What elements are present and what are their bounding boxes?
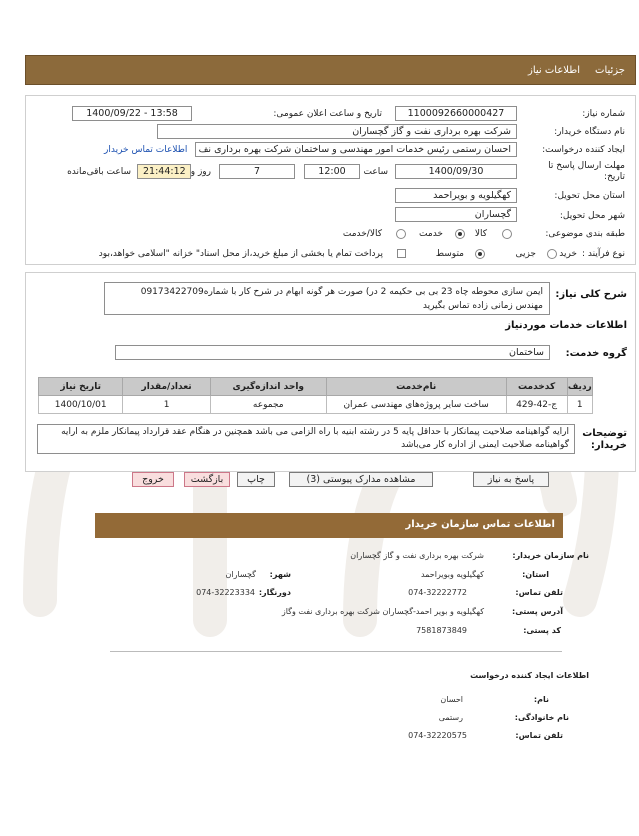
treasury-payment-checkbox[interactable] <box>397 249 406 258</box>
category-both-label: کالا/خدمت <box>342 229 382 239</box>
page-header <box>25 55 636 85</box>
cell-name: ساخت سایر پروژه‌های مهندسی عمران <box>326 396 506 414</box>
process-label: نوع فرآیند : <box>582 249 625 259</box>
remaining-time-field: 21:44:12 <box>137 164 191 179</box>
table-row <box>39 396 593 414</box>
need-info-tab[interactable]: اطلاعات نیاز <box>528 65 580 76</box>
attachments-button[interactable]: مشاهده مدارک پیوستی (3) <box>289 472 433 487</box>
process-purchase-label: خرید <box>559 249 577 259</box>
remaining-label: ساعت باقی‌مانده <box>67 167 131 177</box>
buyer-org-label: نام دستگاه خریدار: <box>554 127 625 137</box>
creator-field: احسان رستمی رئیس خدمات امور مهندسی و ساختمان شرکت بهره برداری نف <box>195 142 517 157</box>
deadline-label: مهلت ارسال پاسخ تا تاریخ: <box>548 161 625 182</box>
creator-family-label: نام خانوادگی: <box>514 713 569 722</box>
days-label: روز و <box>190 167 211 177</box>
contact-org-label: نام سازمان خریدار: <box>512 551 589 560</box>
description-label: شرح کلی نیاز: <box>555 289 627 300</box>
details-tab[interactable]: جزئیات <box>595 65 625 76</box>
creator-phone-value: 074-32220575 <box>408 731 467 740</box>
contact-org-value: شرکت بهره برداری نفت و گاز گچساران <box>350 551 484 560</box>
category-service-label: خدمت <box>419 229 443 239</box>
services-table-header <box>39 378 593 396</box>
contact-title: اطلاعات تماس سازمان خریدار <box>405 519 555 530</box>
category-service-radio[interactable] <box>455 229 465 239</box>
contact-province-label: استان: <box>522 570 549 579</box>
need-number-field: 1100092660000427 <box>395 106 517 121</box>
contact-fax-label: دورنگار: <box>258 588 291 597</box>
contact-fax-value: 074-32223334 <box>196 588 255 597</box>
contact-phone-label: تلفن تماس: <box>515 588 563 597</box>
process-minor-label: جزیی <box>515 249 536 259</box>
creator-name-label: نام: <box>533 695 549 704</box>
cell-qty: 1 <box>123 396 210 414</box>
deadline-date-field: 1400/09/30 <box>395 164 517 179</box>
city-label: شهر محل تحویل: <box>559 211 625 221</box>
buyer-org-field: شرکت بهره برداری نفت و گاز گچساران <box>157 124 517 139</box>
col-qty: تعداد/مقدار <box>123 378 210 396</box>
col-code: کدخدمت <box>506 378 567 396</box>
contact-province-value: کهگیلویه وبویراحمد <box>420 570 484 579</box>
process-minor-radio[interactable] <box>547 249 557 259</box>
contact-phone-value: 074-32222772 <box>408 588 467 597</box>
contact-address-label: آدرس پستی: <box>512 607 563 616</box>
payment-note: پرداخت تمام یا بخشی از مبلغ خرید،از محل اسناد" خزانه "اسلامی خواهد،بود <box>98 249 383 259</box>
deadline-time-label: ساعت <box>363 167 388 177</box>
col-row: ردیف <box>567 378 592 396</box>
province-field: کهگیلویه و بویراحمد <box>395 188 517 203</box>
category-both-radio[interactable] <box>396 229 406 239</box>
category-goods-label: کالا <box>474 229 487 239</box>
contact-city-value: گچساران <box>225 570 256 579</box>
days-field: 7 <box>219 164 295 179</box>
deadline-time-field: 12:00 <box>304 164 360 179</box>
city-field: گچساران <box>395 207 517 222</box>
contact-header <box>95 513 563 538</box>
category-label: طبقه بندی موضوعی: <box>545 229 625 239</box>
province-label: استان محل تحویل: <box>554 191 625 201</box>
services-title: اطلاعات خدمات موردنیاز <box>505 320 627 331</box>
col-name: نام‌خدمت <box>326 378 506 396</box>
creator-phone-label: تلفن تماس: <box>515 731 563 740</box>
col-date: تاریخ نیاز <box>39 378 123 396</box>
creator-info-title: اطلاعات ایجاد کننده درخواست <box>470 671 589 680</box>
category-goods-radio[interactable] <box>502 229 512 239</box>
col-unit: واحد اندازه‌گیری <box>210 378 326 396</box>
contact-address-value: کهگیلویه و بویر احمد-گچساران شرکت بهره برداری نفت وگاز <box>281 607 484 616</box>
print-button[interactable]: چاپ <box>237 472 275 487</box>
creator-name-value: احسان <box>440 695 463 704</box>
contact-divider <box>110 651 562 652</box>
cell-date: 1400/10/01 <box>39 396 123 414</box>
exit-button[interactable]: خروج <box>132 472 174 487</box>
service-group-field: ساختمان <box>115 345 550 360</box>
creator-label: ایجاد کننده درخواست: <box>542 145 625 155</box>
service-group-label: گروه خدمت: <box>565 348 627 359</box>
description-text: ایمن سازی محوطه چاه 23 بی بی حکیمه 2 در) صورت هر گونه ابهام در شرح کار با شماره09173422709 مهندس زمانی زاده تماس بگیرید <box>104 282 550 315</box>
need-number-label: شماره نیاز: <box>582 109 625 119</box>
announce-field: 1400/09/22 - 13:58 <box>72 106 192 121</box>
cell-unit: مجموعه <box>210 396 326 414</box>
buyer-notes-label: توضیحات خریدار: <box>582 428 627 451</box>
process-medium-label: متوسط <box>435 249 464 259</box>
reply-button[interactable]: پاسخ به نیاز <box>473 472 549 487</box>
contact-postal-label: کد پستی: <box>523 626 561 635</box>
services-table <box>38 377 593 414</box>
creator-family-value: رستمی <box>438 713 463 722</box>
back-button[interactable]: بازگشت <box>184 472 230 487</box>
contact-postal-value: 7581873849 <box>416 626 467 635</box>
cell-code: ج-42-429 <box>506 396 567 414</box>
cell-row: 1 <box>567 396 592 414</box>
process-medium-radio[interactable] <box>475 249 485 259</box>
buyer-contact-link[interactable]: اطلاعات تماس خریدار <box>104 145 188 155</box>
buyer-notes-text: ارایه گواهینامه صلاحیت پیمانکار با حداقل پایه 5 در رشته ابنیه با راه الزامی می باشد همچنین در هنگام عقد قرارداد پیمانکار ملزم به ارایه گواهینامه صلاحیت ایمنی از اداره کار می‌باشد <box>37 424 575 454</box>
announce-label: تاریخ و ساعت اعلان عمومی: <box>273 109 382 119</box>
contact-city-label: شهر: <box>269 570 291 579</box>
